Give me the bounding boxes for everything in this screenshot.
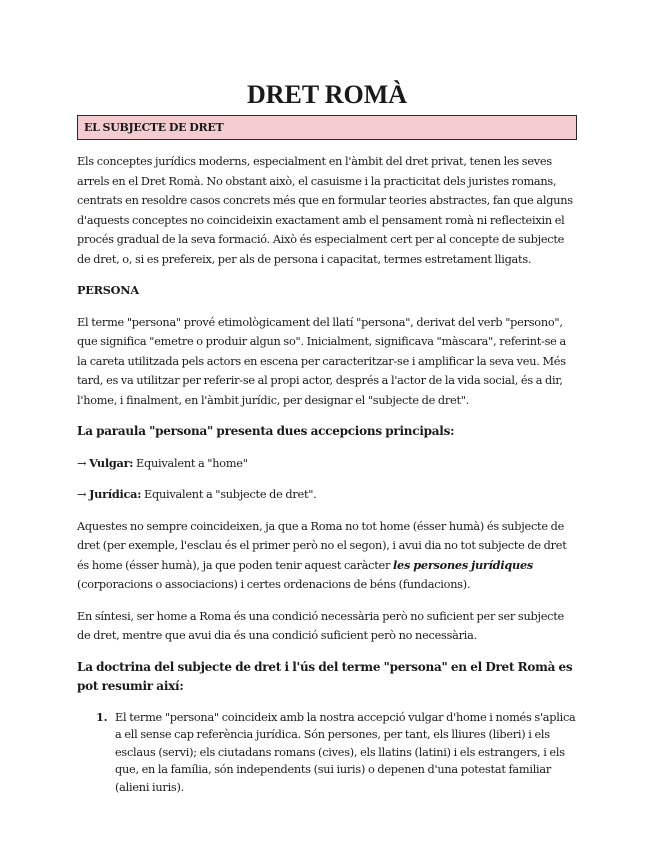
persones-juridiques-emphasis: les persones jurídiques xyxy=(392,557,534,572)
juridica-label: Jurídica: xyxy=(89,487,142,501)
arrow-icon: → xyxy=(77,456,87,470)
list-item-text: El terme "persona" coincideix amb la nostra accepció vulgar d'home i només s'aplica a ell sense cap referència jurídica. Són persones, per tant, els lliures (liberi) i els esclaus (servi); els ciutadans romans (cives), els llatins (latini) i els estrangers, i els que, en la família, són independents (sui iuris) o depenen d'una potestat familiar (alieni iuris). xyxy=(115,710,576,794)
persona-heading: PERSONA xyxy=(77,283,139,297)
aquestes-part1: Aquestes no sempre coincideixen, ja que a Roma no tot home (ésser humà) és subjecte de dret (per exemple, l'esclau és el primer però no el segon), i avui dia no tot subjecte de dret és home (ésser humà), ja que poden tenir aquest caràcter xyxy=(77,519,567,572)
accepcions-heading: La paraula "persona" presenta dues accepcions principals: xyxy=(77,424,455,438)
list-item xyxy=(96,709,577,797)
page-title: DRET ROMÀ xyxy=(246,80,408,109)
doctrina-heading: La doctrina del subjecte de dret i l'ús del terme "persona" en el Dret Romà es pot resumir així: xyxy=(77,659,573,693)
persona-paragraph: El terme "persona" prové etimològicament del llatí "persona", derivat del verb "persono", que significa "emetre o produir algun so". Inicialment, significava "màscara", referint-se a la careta utilitzada pels actors en escena per caracteritzar-se i amplificar la seva veu. Més tard, es va utilitzar per referir-se al propi actor, després a l'actor de la vida social, és a dir, l'home, i finalment, en l'àmbit jurídic, per designar el "subjecte de dret". xyxy=(77,315,566,407)
list-item-number: 1. xyxy=(96,709,108,724)
juridica-text: Equivalent a "subjecte de dret". xyxy=(141,488,317,501)
vulgar-text: Equivalent a "home" xyxy=(133,456,248,470)
aquestes-paragraph xyxy=(77,517,577,595)
vulgar-label: Vulgar: xyxy=(89,455,134,470)
arrow-icon: → xyxy=(77,488,87,501)
doctrina-list xyxy=(77,709,577,797)
vulgar-line xyxy=(77,454,577,474)
sintesi-paragraph: En síntesi, ser home a Roma és una condició necessària però no suficient per ser subjecte de dret, mentre que avui dia és una condició suficient però no necessària. xyxy=(77,609,564,642)
juridica-line xyxy=(77,485,577,505)
section-heading-box: EL SUBJECTE DE DRET xyxy=(77,115,577,140)
intro-paragraph: Els conceptes jurídics moderns, especialment en l'àmbit del dret privat, tenen les seves arrels en el Dret Romà. No obstant això, el casuisme i la practicitat dels juristes romans, centrats en resoldre casos concrets més que en formular teories abstractes, fan que alguns d'aquests conceptes no coincideixin exactament amb el pensament romà ni reflecteixin el procés gradual de la seva formació. Això és especialment cert per al concepte de subjecte de dret, o, si es prefereix, per als de persona i capacitat, termes estretament lligats. xyxy=(77,155,573,266)
aquestes-part2: (corporacions o associacions) i certes ordenacions de béns (fundacions). xyxy=(77,578,471,591)
